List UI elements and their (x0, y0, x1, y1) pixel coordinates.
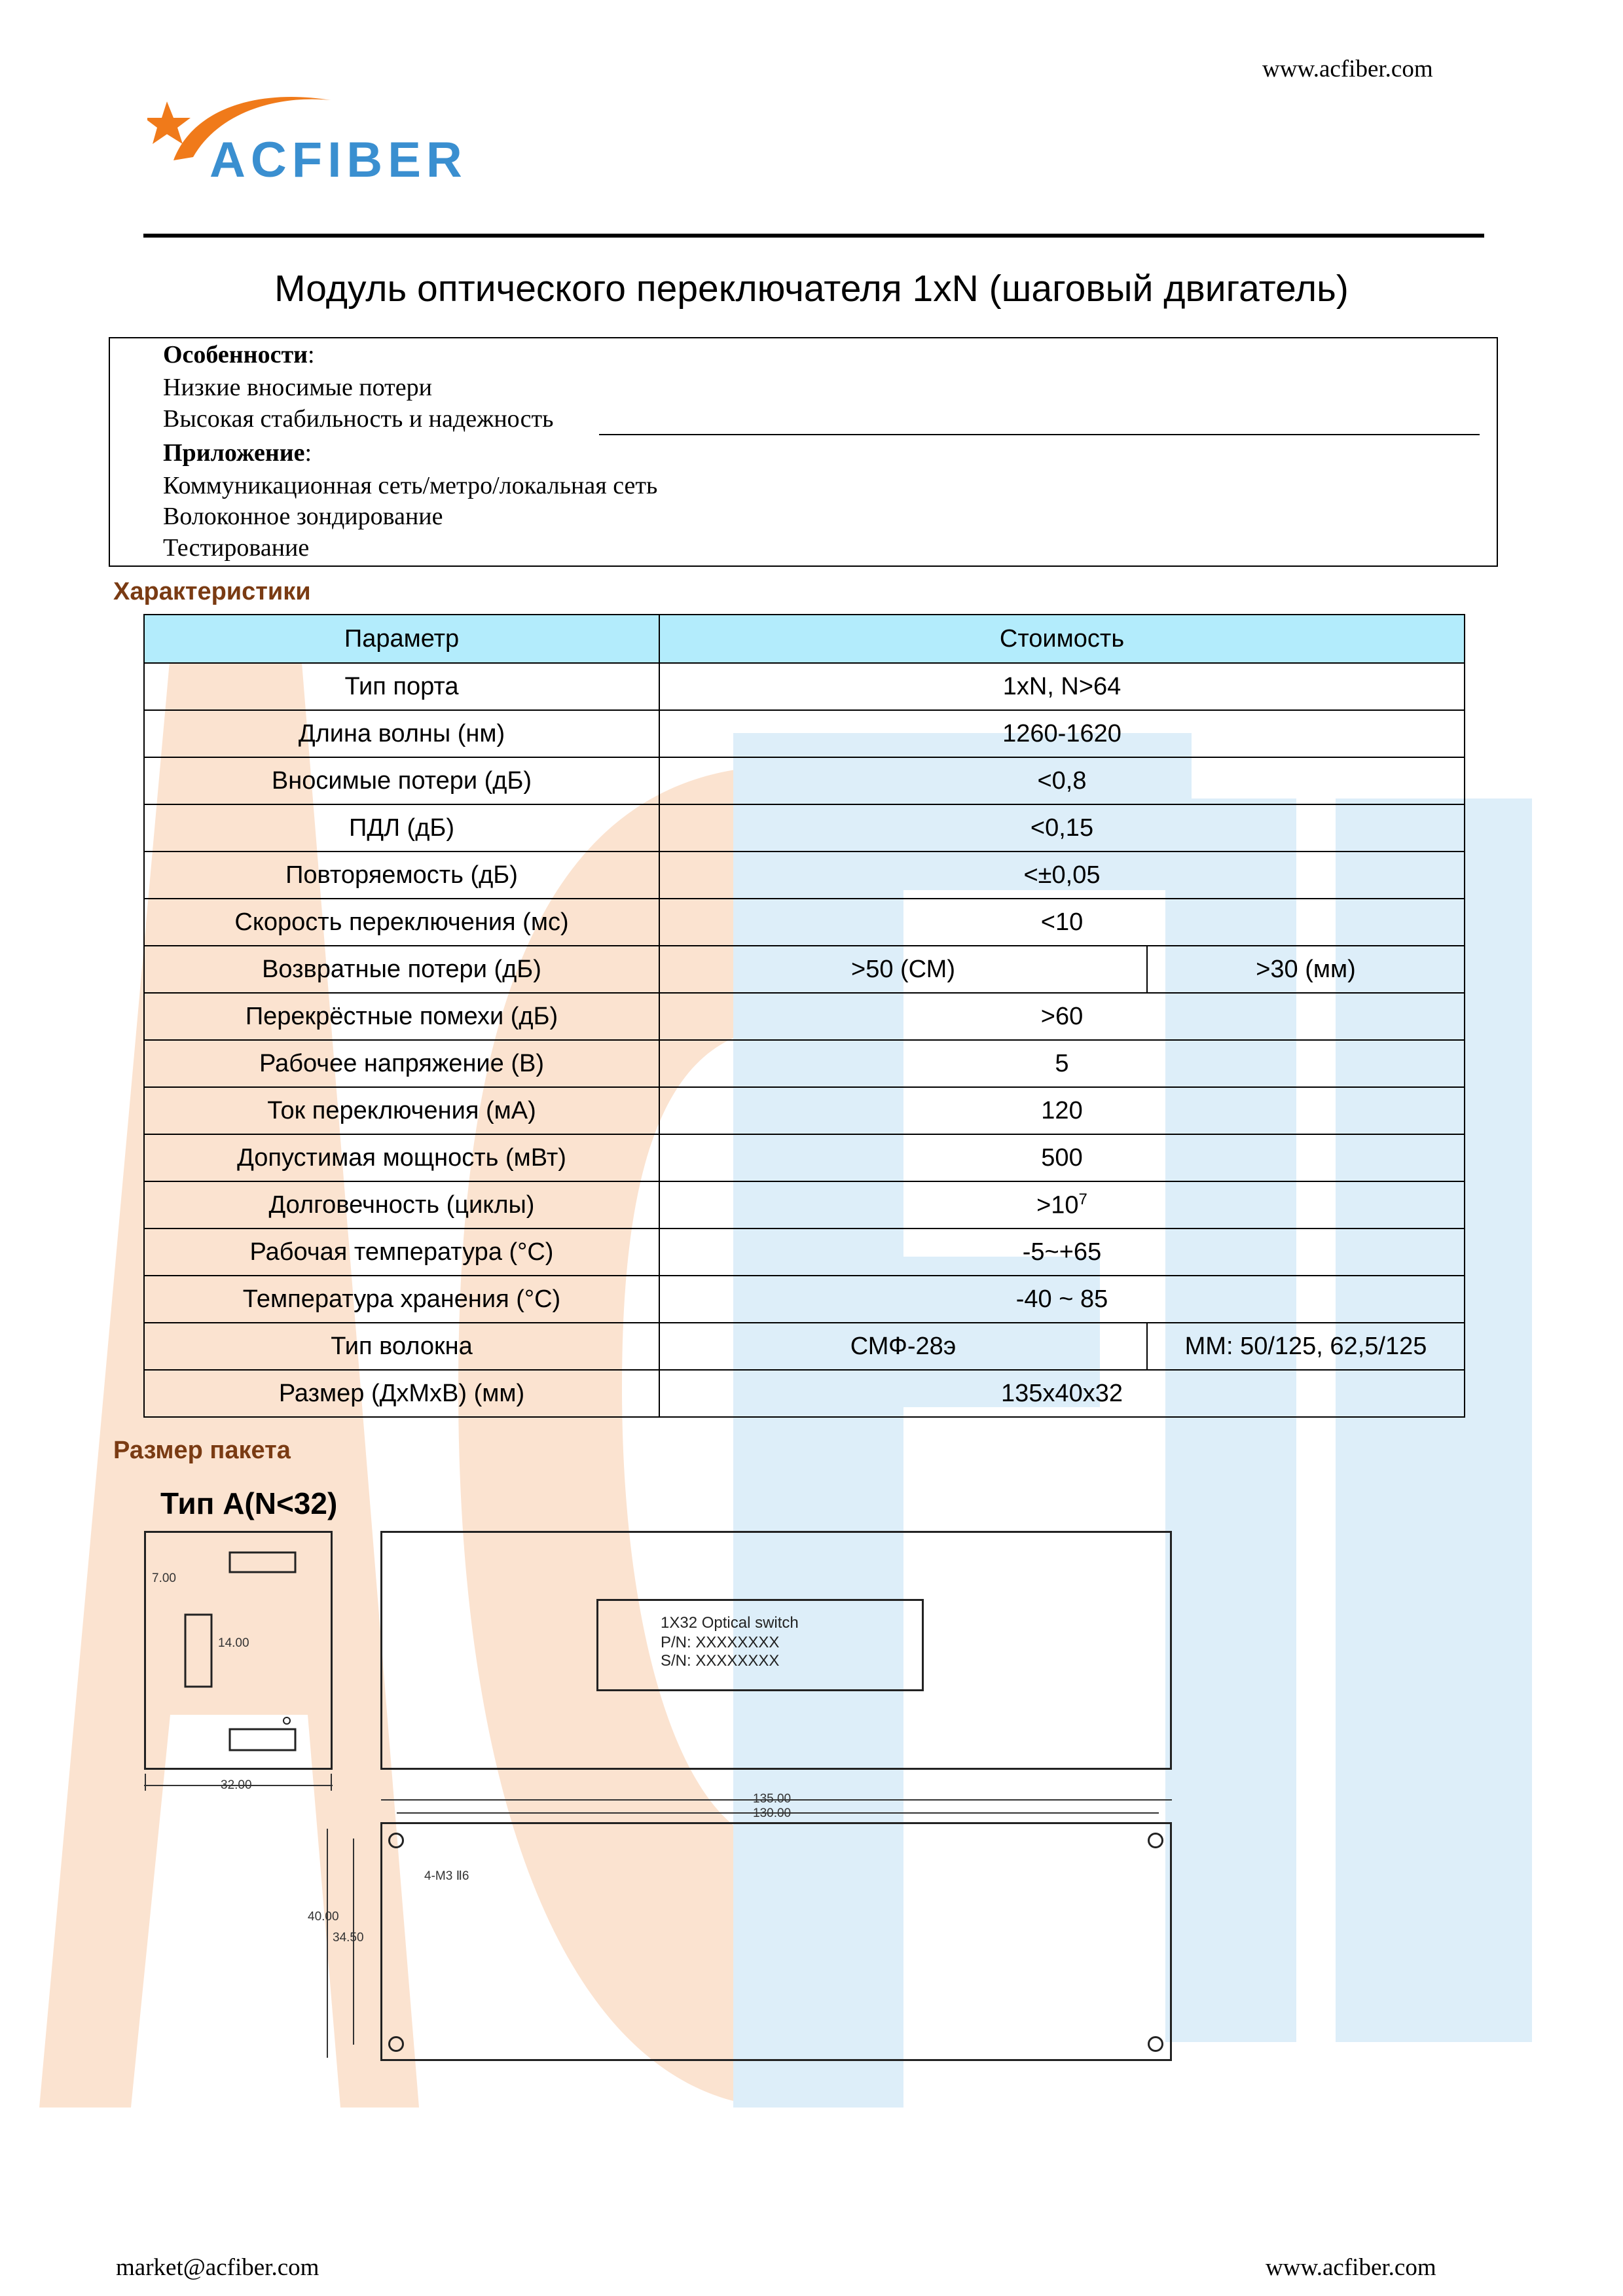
value-cell-mm: ММ: 50/125, 62,5/125 (1147, 1323, 1465, 1370)
holes-callout (424, 1869, 469, 1884)
param-cell: Тип волокна (144, 1323, 659, 1370)
value-cell (659, 1181, 1465, 1229)
dim-7: 7.00 (152, 1571, 176, 1585)
table-row (144, 710, 1465, 757)
value-cell: 120 (659, 1087, 1465, 1134)
package-heading: Размер пакета (113, 1437, 291, 1464)
mount-hole (388, 2036, 404, 2052)
value-cell: 1260-1620 (659, 710, 1465, 757)
param-cell: Длина волны (нм) (144, 710, 659, 757)
dim-32: 32.00 (221, 1778, 252, 1792)
column-header-value: Стоимость (659, 615, 1465, 663)
value-cell: <±0,05 (659, 852, 1465, 899)
table-row (144, 946, 1465, 993)
holes-callout-depth: Ⅱ6 (456, 1869, 469, 1883)
document-title: Модуль оптического переключателя 1xN (шаговый двигатель) (274, 268, 1349, 310)
dim-14: 14.00 (218, 1636, 249, 1650)
specs-table (143, 614, 1465, 1418)
dim-135: 135.00 (753, 1792, 792, 1806)
table-row (144, 1370, 1465, 1417)
application-item: Тестирование (163, 534, 310, 562)
param-cell: Рабочее напряжение (В) (144, 1040, 659, 1087)
column-header-param: Параметр (144, 615, 659, 663)
value-cell: <10 (659, 899, 1465, 946)
param-cell: Долговечность (циклы) (144, 1181, 659, 1229)
durability-exponent: 7 (1078, 1190, 1087, 1208)
param-cell: Ток переключения (мА) (144, 1087, 659, 1134)
acfiber-logo (147, 82, 494, 193)
application-item: Волоконное зондирование (163, 503, 443, 530)
header-url: www.acfiber.com (1262, 56, 1433, 82)
dim-40: 40.00 (308, 1910, 339, 1924)
value-cell: 1xN, N>64 (659, 663, 1465, 710)
value-cell: 500 (659, 1134, 1465, 1181)
value-cell: <0,15 (659, 804, 1465, 852)
param-cell: Допустимая мощность (мВт) (144, 1134, 659, 1181)
footer-email: market@acfiber.com (116, 2254, 319, 2281)
footer-url: www.acfiber.com (1266, 2254, 1436, 2281)
param-cell: Тип порта (144, 663, 659, 710)
table-row (144, 1181, 1465, 1229)
label-line: S/N: XXXXXXXX (661, 1652, 780, 1670)
param-cell: Скорость переключения (мс) (144, 899, 659, 946)
features-heading: Особенности: (163, 341, 315, 368)
param-cell: Повторяемость (дБ) (144, 852, 659, 899)
application-item: Коммуникационная сеть/метро/локальная сеть (163, 472, 658, 499)
application-heading: Приложение: (163, 439, 312, 467)
feature-item: Высокая стабильность и надежность (163, 405, 554, 433)
specs-heading: Характеристики (113, 578, 311, 605)
package-type-label: Тип А(N<32) (160, 1486, 338, 1520)
value-cell: -40 ~ 85 (659, 1276, 1465, 1323)
param-cell: Перекрёстные помехи (дБ) (144, 993, 659, 1040)
bottom-view-drawing (380, 1822, 1172, 2061)
param-cell: Возвратные потери (дБ) (144, 946, 659, 993)
holes-callout-size: 4-M3 (424, 1869, 453, 1883)
table-row (144, 852, 1465, 899)
value-cell-sm: >50 (СМ) (659, 946, 1147, 993)
table-header-row (144, 615, 1465, 663)
value-cell: -5~+65 (659, 1229, 1465, 1276)
table-row (144, 804, 1465, 852)
table-row (144, 1276, 1465, 1323)
label-line: P/N: XXXXXXXX (661, 1634, 780, 1651)
mount-hole (388, 1833, 404, 1848)
param-cell: ПДЛ (дБ) (144, 804, 659, 852)
table-row (144, 757, 1465, 804)
dim-34-5: 34.50 (333, 1931, 364, 1945)
mount-hole (1148, 2036, 1163, 2052)
value-cell-sm: СМФ-28э (659, 1323, 1147, 1370)
table-row (144, 899, 1465, 946)
table-row (144, 1323, 1465, 1370)
value-cell-mm: >30 (мм) (1147, 946, 1465, 993)
table-row (144, 1087, 1465, 1134)
table-row (144, 1040, 1465, 1087)
table-row (144, 1134, 1465, 1181)
param-cell: Размер (ДхМхВ) (мм) (144, 1370, 659, 1417)
feature-item: Низкие вносимые потери (163, 374, 432, 401)
param-cell: Температура хранения (°C) (144, 1276, 659, 1323)
table-row (144, 1229, 1465, 1276)
underline-rule (599, 434, 1480, 435)
label-line: 1X32 Optical switch (661, 1614, 799, 1632)
value-cell: <0,8 (659, 757, 1465, 804)
value-cell: 135x40x32 (659, 1370, 1465, 1417)
param-cell: Рабочая температура (°C) (144, 1229, 659, 1276)
param-cell: Вносимые потери (дБ) (144, 757, 659, 804)
table-row (144, 663, 1465, 710)
dim-line-32 (144, 1767, 334, 1793)
durability-value: >10 (1036, 1191, 1079, 1219)
value-cell: 5 (659, 1040, 1465, 1087)
table-row (144, 993, 1465, 1040)
dim-130: 130.00 (753, 1806, 792, 1820)
header-rule (143, 234, 1484, 238)
product-label (596, 1599, 924, 1691)
svg-text:ACFIBER: ACFIBER (210, 132, 467, 188)
mount-hole (1148, 1833, 1163, 1848)
value-cell: >60 (659, 993, 1465, 1040)
features-box (109, 337, 1498, 567)
